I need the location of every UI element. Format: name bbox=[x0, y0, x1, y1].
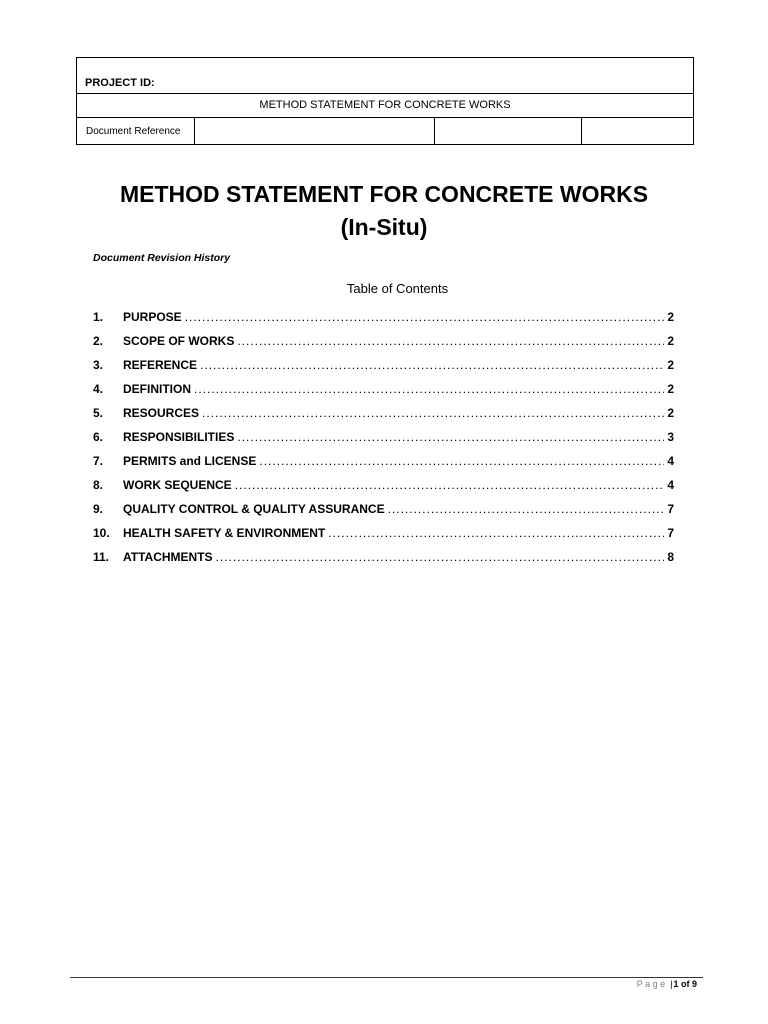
toc-entry-number: 4. bbox=[93, 382, 104, 396]
toc-entry-number: 11. bbox=[93, 550, 110, 564]
toc-entry-number: 7. bbox=[93, 454, 104, 468]
toc-heading: Table of Contents bbox=[346, 281, 449, 296]
header-row-reference bbox=[77, 118, 694, 145]
toc-entry-page: 8 bbox=[667, 550, 674, 564]
toc-dot-leader bbox=[200, 353, 664, 377]
page-number: 1 of 9 bbox=[673, 979, 697, 989]
document-title-line-1: METHOD STATEMENT FOR CONCRETE WORKS bbox=[119, 181, 649, 207]
page-separator: | bbox=[670, 979, 673, 989]
footer-divider bbox=[70, 977, 703, 978]
header-document-title: METHOD STATEMENT FOR CONCRETE WORKS bbox=[77, 94, 694, 118]
toc-entry bbox=[93, 401, 674, 425]
toc-entry-number: 8. bbox=[93, 478, 104, 492]
toc-entry-page: 4 bbox=[667, 454, 674, 468]
toc-entry-title: PURPOSE bbox=[123, 310, 182, 324]
toc-entry-page: 2 bbox=[667, 406, 674, 420]
toc-entry bbox=[93, 377, 674, 401]
toc-entry-title: DEFINITION bbox=[123, 382, 191, 396]
toc-entry-title: RESPONSIBILITIES bbox=[123, 430, 235, 444]
toc-dot-leader bbox=[237, 329, 664, 353]
toc-entry-title: WORK SEQUENCE bbox=[123, 478, 232, 492]
toc-dot-leader bbox=[388, 497, 665, 521]
toc-dot-leader bbox=[185, 305, 665, 329]
revision-history-label: Document Revision History bbox=[93, 252, 231, 264]
toc-entry-page: 2 bbox=[667, 334, 674, 348]
toc-entry-page: 2 bbox=[667, 358, 674, 372]
toc-entry-title: HEALTH SAFETY & ENVIRONMENT bbox=[123, 526, 326, 540]
toc-entry bbox=[93, 521, 674, 545]
toc-entry-number: 1. bbox=[93, 310, 104, 324]
toc-entry-page: 7 bbox=[667, 526, 674, 540]
toc-entry bbox=[93, 329, 674, 353]
header-row-title bbox=[77, 94, 694, 118]
toc-entry-page: 7 bbox=[667, 502, 674, 516]
toc-entry-title: RESOURCES bbox=[123, 406, 200, 420]
toc-entry-title: QUALITY CONTROL & QUALITY ASSURANCE bbox=[123, 502, 385, 516]
project-id-label: PROJECT ID: bbox=[77, 58, 694, 94]
toc-dot-leader bbox=[328, 521, 664, 545]
document-reference-extra-cell-2 bbox=[582, 118, 694, 145]
toc-entry-title: PERMITS and LICENSE bbox=[123, 454, 257, 468]
document-reference-label: Document Reference bbox=[77, 118, 195, 145]
toc-entry-title: ATTACHMENTS bbox=[123, 550, 213, 564]
toc-entry-page: 4 bbox=[667, 478, 674, 492]
header-table bbox=[76, 57, 694, 145]
toc-entry-number: 2. bbox=[93, 334, 104, 348]
toc-entry-page: 2 bbox=[667, 310, 674, 324]
toc-entry-number: 9. bbox=[93, 502, 104, 516]
toc-entry bbox=[93, 425, 674, 449]
page-label: P a g e bbox=[636, 979, 666, 989]
toc-entry bbox=[93, 449, 674, 473]
document-title bbox=[0, 178, 768, 244]
toc-entry-title: REFERENCE bbox=[123, 358, 198, 372]
toc-entry-number: 6. bbox=[93, 430, 104, 444]
toc-dot-leader bbox=[235, 473, 665, 497]
toc-entry bbox=[93, 497, 674, 521]
toc-entry bbox=[93, 305, 674, 329]
header-row-project bbox=[77, 58, 694, 94]
toc-entry-page: 3 bbox=[667, 430, 674, 444]
toc-entry-number: 3. bbox=[93, 358, 104, 372]
toc-entry bbox=[93, 545, 674, 569]
toc-entry bbox=[93, 353, 674, 377]
toc-entry-title: SCOPE OF WORKS bbox=[123, 334, 235, 348]
document-reference-extra-cell-1 bbox=[435, 118, 582, 145]
document-reference-value-cell bbox=[195, 118, 435, 145]
toc-entry-number: 10. bbox=[93, 526, 110, 540]
toc-dot-leader bbox=[237, 425, 664, 449]
document-title-line-2: (In-Situ) bbox=[340, 214, 428, 240]
toc-dot-leader bbox=[194, 377, 664, 401]
toc-dot-leader bbox=[202, 401, 664, 425]
toc-entry bbox=[93, 473, 674, 497]
toc-entry-number: 5. bbox=[93, 406, 104, 420]
toc-dot-leader bbox=[259, 449, 664, 473]
page-footer bbox=[637, 979, 697, 990]
toc-entry-page: 2 bbox=[667, 382, 674, 396]
toc-dot-leader bbox=[216, 545, 665, 569]
table-of-contents bbox=[93, 305, 674, 569]
